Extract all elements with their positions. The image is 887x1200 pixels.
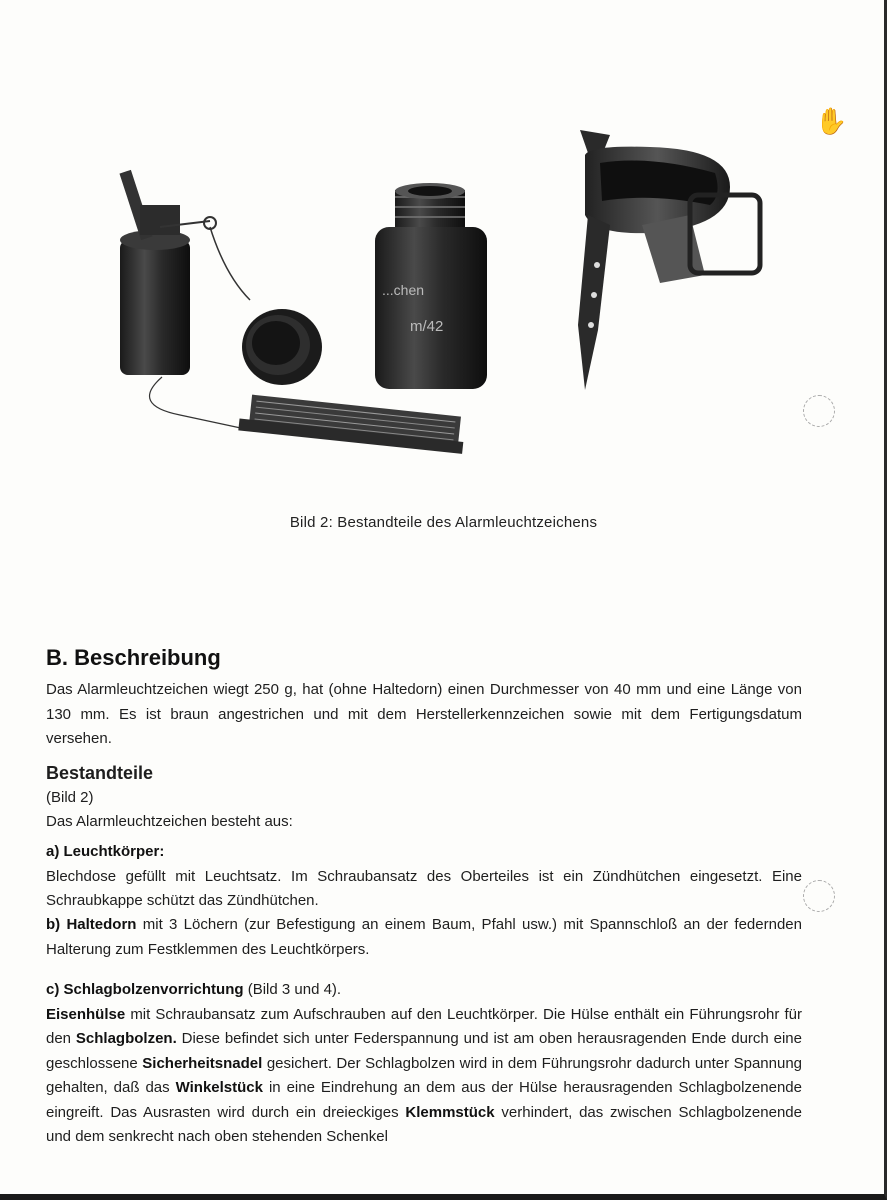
figure-reference: (Bild 2) (46, 788, 94, 806)
term-sicherheitsnadel: Sicherheitsnadel (142, 1054, 263, 1072)
components-block (46, 761, 802, 835)
item-a-label: a) Leuchtkörper: (46, 843, 165, 860)
striker-assembly-photo (119, 170, 250, 430)
flare-label-text: ...chen (382, 282, 425, 298)
components-photo (90, 115, 790, 485)
hand-icon: ✋ (815, 106, 848, 136)
term-winkelstueck: Winkelstück (175, 1079, 263, 1096)
item-c-text-3: gesichert. Der Schlagbolzen wird in dem Führungsrohr dadurch unter Spannung gehalten, daß das (46, 1054, 803, 1096)
item-b-paragraph (46, 913, 802, 962)
item-c-text-5: verhindert, das zwischen Schlagbolzenende und dem senkrecht nach oben stehenden Schenkel (46, 1103, 802, 1145)
section-title: B. Beschreibung (46, 645, 221, 670)
holding-spike-photo (578, 130, 760, 390)
punch-hole-mark (803, 395, 835, 427)
components-subheading: Bestandteile (46, 763, 154, 783)
term-schlagbolzen: Schlagbolzen. (75, 1030, 177, 1047)
flare-body-photo (375, 183, 487, 389)
intro-paragraph: Das Alarmleuchtzeichen wiegt 250 g, hat (ohne Haltedorn) einen Durchmesser von 40 mm und eine Länge von 130 mm. Es ist braun angestrichen und mit dem Herstellerkennzeichen sowie mit dem Fertigungsdatum versehen. (46, 681, 802, 747)
term-eisenhuelse: Eisenhülse (46, 1005, 126, 1023)
item-c-text-2: Diese befindet sich unter Federspannung und ist am oben herausragenden Ende durch eine geschlossene (46, 1030, 802, 1072)
flare-model-text: m/42 (410, 318, 444, 335)
striker-strip-photo (238, 394, 466, 454)
item-a-text: Blechdose gefüllt mit Leuchtsatz. Im Schraubansatz des Oberteiles ist ein Zündhütchen eingesetzt. Eine Schraubkappe schützt das Zündhütchen. (46, 867, 802, 909)
item-c-paragraph (46, 978, 802, 1150)
item-c-label: c) Schlagbolzenvorrichtung (46, 981, 244, 998)
punch-hole-mark (803, 880, 835, 912)
item-b-label: b) Haltedorn (46, 916, 137, 933)
item-c-reference: (Bild 3 und 4). (243, 981, 342, 998)
figure-caption: Bild 2: Bestandteile des Alarmleuchtzeichens (289, 514, 598, 531)
item-b-text: mit 3 Löchern (zur Befestigung an einem Baum, Pfahl usw.) mit Spannschloß an der federnden Halterung zum Festklemmen des Leuchtkörpers. (46, 916, 802, 958)
item-a-paragraph (46, 840, 802, 914)
term-klemmstueck: Klemmstück (405, 1103, 495, 1121)
screw-cap-photo (242, 309, 322, 385)
item-c-text-1: mit Schraubansatz zum Aufschrauben auf den Leuchtkörper. Die Hülse enthält ein Führungsrohr für den (46, 1005, 802, 1047)
consists-of-line: Das Alarmleuchtzeichen besteht aus: (46, 813, 293, 830)
item-c-text-4: in eine Eindrehung an dem aus der Hülse herausragenden Schlagbolzenende eingreift. Das Ausrasten wird durch ein dreieckiges (46, 1079, 802, 1121)
